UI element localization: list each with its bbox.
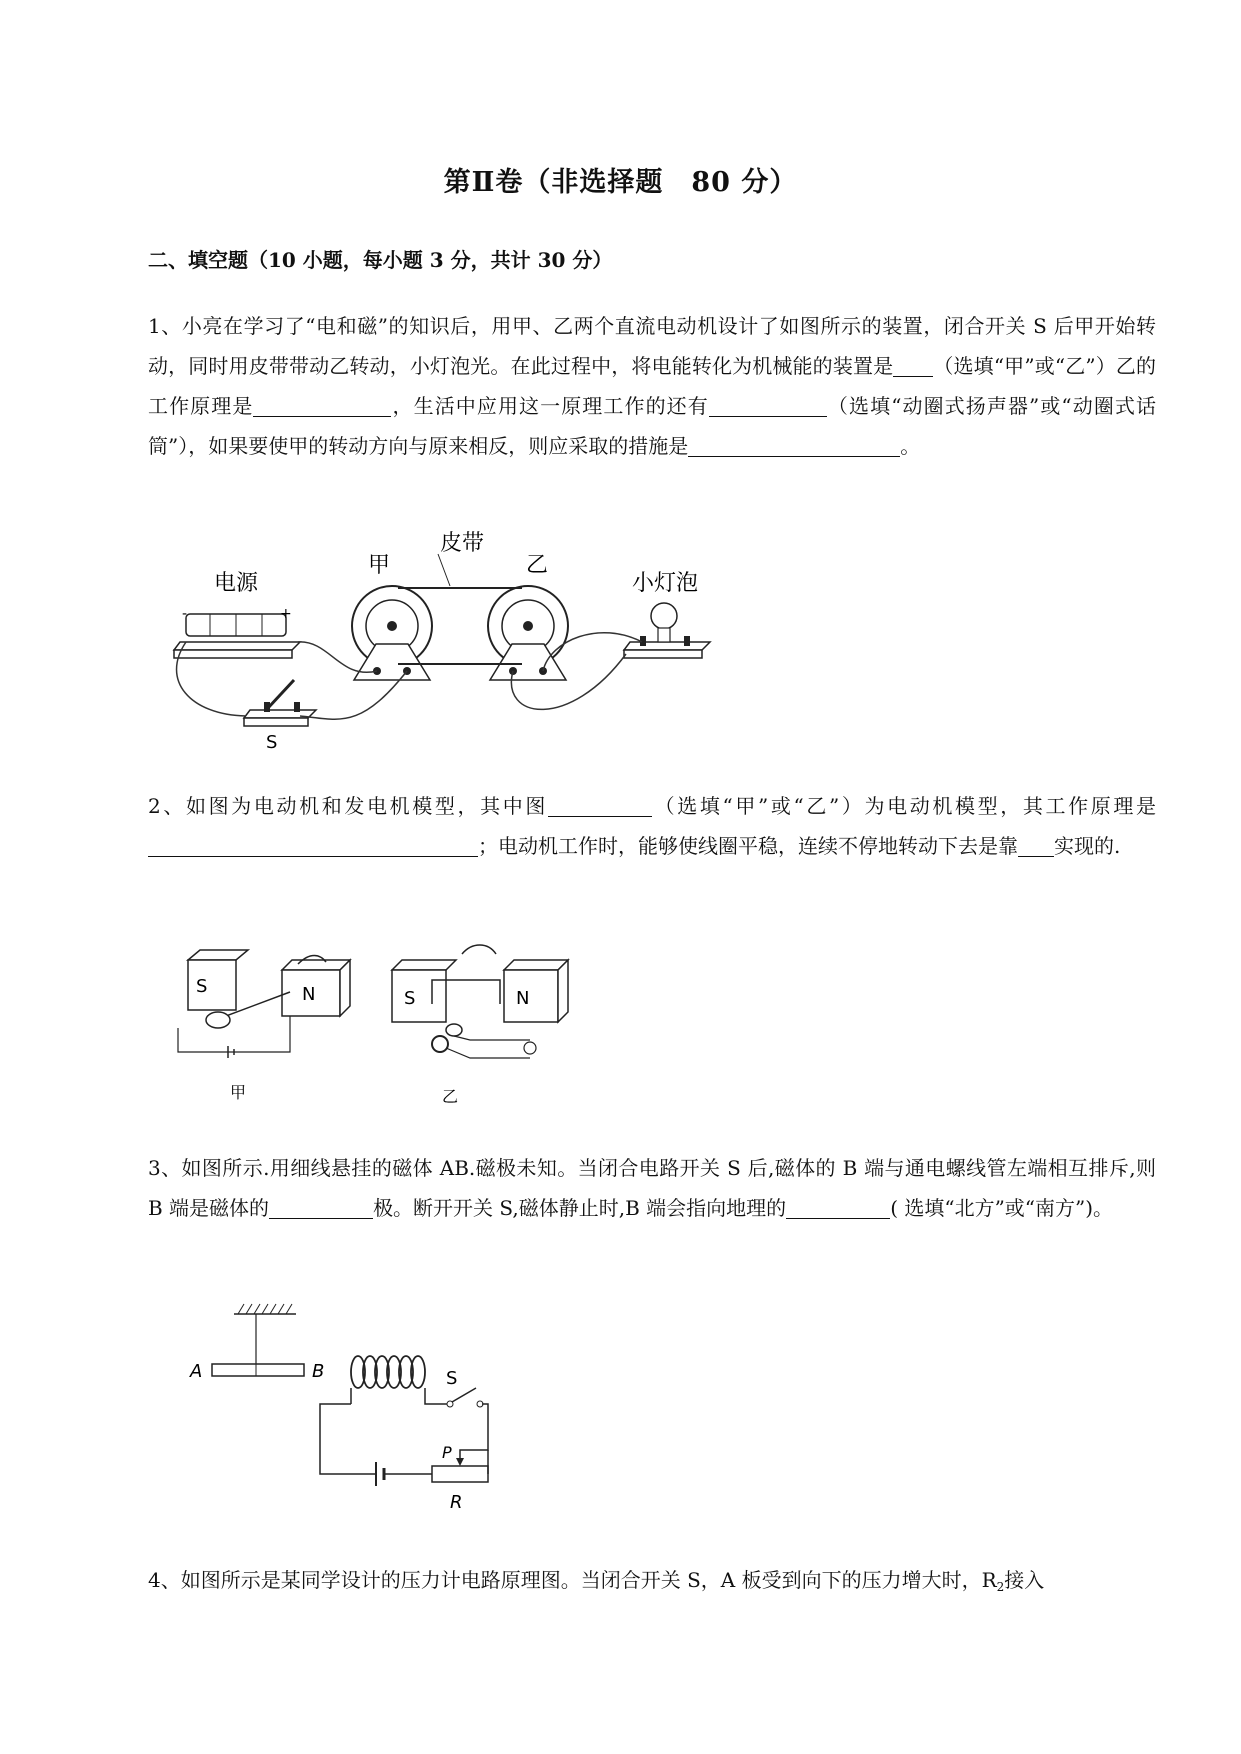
svg-text:S: S [446, 1368, 458, 1389]
answer-blank[interactable] [709, 392, 827, 417]
question-2-text: （选填“甲”或“乙”）为电动机模型，其工作原理是 [652, 794, 1156, 818]
answer-blank[interactable] [1018, 832, 1054, 857]
question-1-text: （选填“动圈式扬声器”或“动圈式话筒”），如果要使甲的转动方向与原来相反，则应采取的措施是 [148, 394, 1156, 458]
motor-generator-figure [170, 530, 730, 753]
question-2-text: 实现的. [1054, 834, 1121, 858]
question-1-text: 1、小亮在学习了“电和磁”的知识后，用甲、乙两个直流电动机设计了如图所示的装置，闭合开关 S 后甲开始转动，同时用皮带带动乙转动，小灯泡光。在此过程中，将电能转化为机械能的装置是 [148, 314, 1156, 378]
svg-text:S: S [404, 988, 416, 1009]
svg-text:N: N [302, 984, 316, 1005]
svg-text:-: - [182, 606, 188, 622]
switch-icon [452, 1388, 476, 1402]
belt-label: 皮带 [440, 531, 485, 556]
jia-label: 甲 [230, 1083, 247, 1102]
switch-label: S [266, 732, 278, 753]
svg-text:A: A [190, 1361, 203, 1382]
question-1-text: 。 [900, 434, 921, 458]
yi-label: 乙 [526, 553, 549, 578]
svg-text:R: R [450, 1492, 463, 1513]
answer-blank[interactable] [893, 352, 933, 377]
section-heading: 二、填空题（10 小题，每小题 3 分，共计 30 分） [148, 248, 613, 272]
svg-text:+: + [280, 606, 292, 622]
question-3-text: ( 选填“北方”或“南方”)。 [890, 1196, 1114, 1220]
question-2 [148, 786, 1156, 866]
question-3-text: 极。断开开关 S,磁体静止时,B 端会指向地理的 [373, 1196, 787, 1220]
power-label: 电源 [214, 571, 259, 596]
question-3-text: 3、如图所示.用细线悬挂的磁体 AB.磁极未知。当闭合电路开关 S 后,磁体的 B 端与通电螺线管左端相互排斥,则 B 端是磁体的 [148, 1156, 1156, 1220]
answer-blank[interactable] [688, 432, 900, 457]
subscript: 2 [996, 1580, 1005, 1594]
answer-blank[interactable] [253, 392, 391, 417]
rotation-arrow-icon [462, 945, 496, 954]
answer-blank[interactable] [269, 1194, 373, 1219]
jia-label: 甲 [368, 553, 391, 578]
answer-blank[interactable] [148, 832, 478, 857]
magnet-n-yi [504, 970, 558, 1022]
question-3 [148, 1148, 1156, 1228]
bulb-icon [651, 603, 677, 629]
svg-text:P: P [442, 1443, 452, 1462]
question-2-text: ；电动机工作时，能够使线圈平稳，连续不停地转动下去是靠 [478, 834, 1018, 858]
answer-blank[interactable] [786, 1194, 890, 1219]
svg-text:N: N [516, 988, 530, 1009]
svg-text:S: S [196, 976, 208, 997]
answer-blank[interactable] [548, 792, 652, 817]
question-4 [148, 1560, 1156, 1607]
rheostat-icon [432, 1466, 488, 1482]
question-1-text: ，生活中应用这一原理工作的还有 [391, 394, 709, 418]
page-title: 第Ⅱ卷（非选择题 80 分） [443, 167, 798, 198]
bulb-label: 小灯泡 [632, 571, 699, 596]
yi-label: 乙 [442, 1087, 459, 1106]
question-1-text: （选填“甲”或“乙”）乙的工作原理是 [148, 354, 1156, 418]
solenoid-coil [351, 1356, 425, 1388]
question-2-text: 2、如图为电动机和发电机模型，其中图 [148, 794, 549, 818]
magnet-s-yi [392, 970, 446, 1022]
svg-text:B: B [312, 1361, 325, 1382]
question-4-text: 4、如图所示是某同学设计的压力计电路原理图。当闭合开关 S，A 板受到向下的压力增大时，R [148, 1568, 997, 1592]
motor-models-figure [170, 940, 600, 1110]
bar-magnet [212, 1364, 304, 1376]
solenoid-circuit-figure [180, 1300, 540, 1513]
question-1 [148, 306, 1156, 466]
question-4-text: 接入 [1004, 1568, 1045, 1592]
lamp-icon [524, 1042, 536, 1054]
